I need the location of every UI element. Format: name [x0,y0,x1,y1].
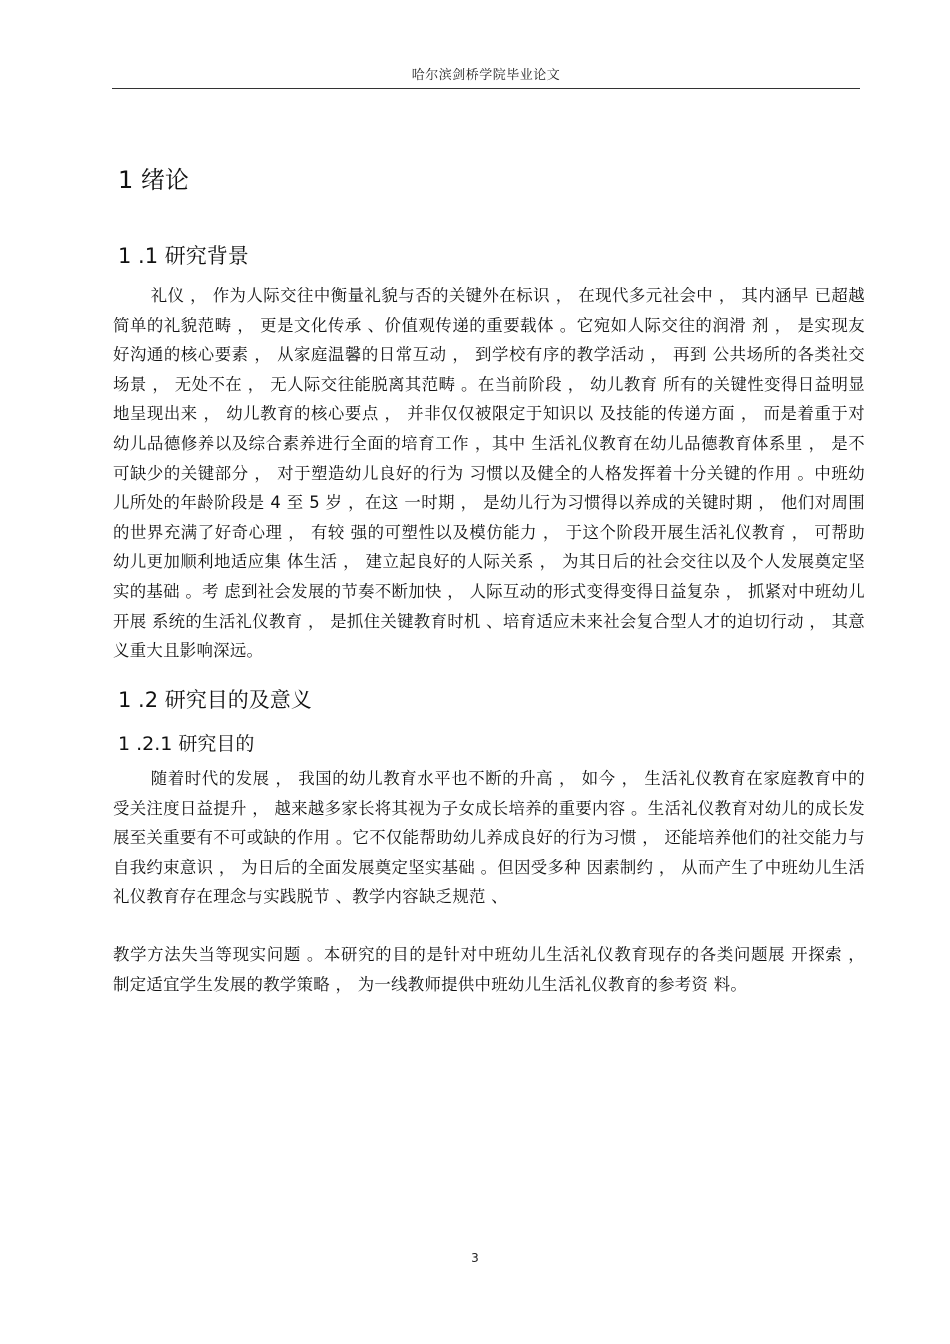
section-heading-purpose-significance: 1 .2 研究目的及意义 [118,688,312,712]
purpose-paragraph: 随着时代的发展 ， 我国的幼儿教育水平也不断的升高 ， 如今 ， 生活礼仪教育在家庭教育中的受关注度日益提升 ， 越来越多家长将其视为子女成长培养的重要内容 。生活礼仪教育对幼儿的成长发展至关重要有不可或缺的作用 。它不仅能帮助幼儿养成良好的行为习惯 ， 还能培养他们的社交能力与自我约束意识 ， 为日后的全面发展奠定坚实基础 。但因受多种 因素制约 ， 从而产生了中班幼儿生活礼仪教育存在理念与实践脱节 、教学内容缺乏规范 、 [113,769,865,907]
background-paragraph: 礼仪 ， 作为人际交往中衡量礼貌与否的关键外在标识 ， 在现代多元社会中 ， 其内涵早 已超越简单的礼貌范畴 ， 更是文化传承 、价值观传递的重要载体 。它宛如人际交往的润滑 剂 ， 是实现友好沟通的核心要素 ， 从家庭温馨的日常互动 ， 到学校有序的教学活动 ， 再到 公共场所的各类社交场景 ， 无处不在 ， 无人际交往能脱离其范畴 。在当前阶段 ， 幼儿教育 所有的关键性变得日益明显地呈现出来 ， 幼儿教育的核心要点 ， 并非仅仅被限定于知识以 及技能的传递方面 ， 而是着重于对幼儿品德修养以及综合素养进行全面的培育工作 ，其中 生活礼仪教育在幼儿品德教育体系里 ， 是不可缺少的关键部分 ， 对于塑造幼儿良好的行为 习惯以及健全的人格发挥着十分关键的作用 。中班幼儿所处的年龄阶段是 4 至 5 岁 ，在这 一时期 ， 是幼儿行为习惯得以养成的关键时期 ， 他们对周围的世界充满了好奇心理 ， 有较 强的可塑性以及模仿能力 ， 于这个阶段开展生活礼仪教育 ， 可帮助幼儿更加顺利地适应集 体生活 ， 建立起良好的人际关系 ， 为其日后的社会交往以及个人发展奠定坚实的基础 。考 虑到社会发展的节奏不断加快 ， 人际互动的形式变得变得日益复杂 ， 抓紧对中班幼儿开展 系统的生活礼仪教育 ， 是抓住关键教育时机 、培育适应未来社会复合型人才的迫切行动 ， 其意义重大且影响深远。 [113,286,865,661]
header-rule [112,88,860,89]
running-header: 哈尔滨剑桥学院毕业论文 [411,68,561,83]
purpose-paragraph-continued: 教学方法失当等现实问题 。本研究的目的是针对中班幼儿生活礼仪教育现存的各类问题展 开探索 ， 制定适宜学生发展的教学策略 ， 为一线教师提供中班幼儿生活礼仪教育的参考资 料。 [113,945,865,994]
section-heading-background: 1 .1 研究背景 [118,244,249,268]
page-number: 3 [471,1251,479,1265]
chapter-heading: 1 绪论 [118,166,189,194]
subsection-heading-purpose: 1 .2.1 研究目的 [118,733,255,755]
